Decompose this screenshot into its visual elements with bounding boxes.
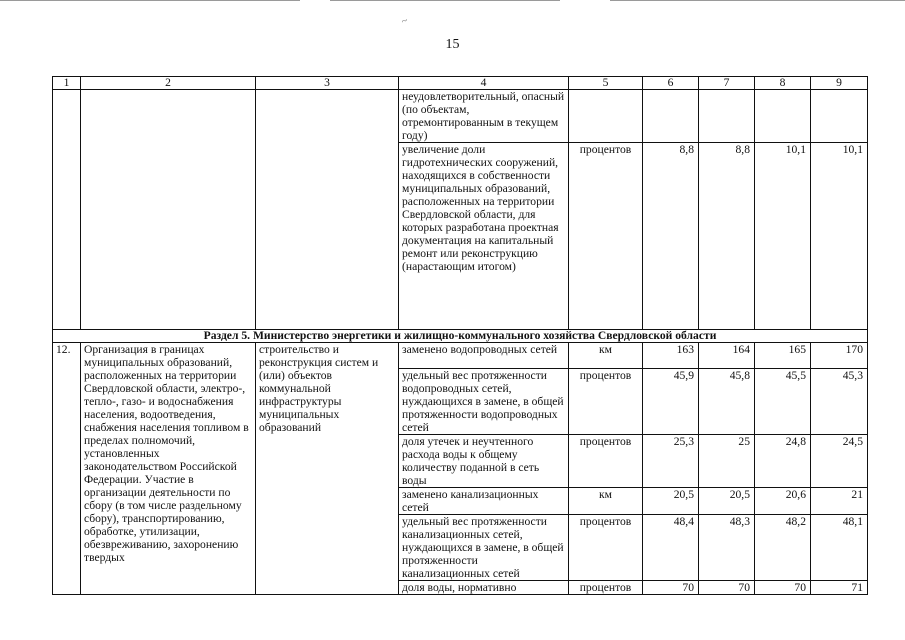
- value-cell: 20,5: [699, 488, 755, 515]
- task-cell: Организация в границах муниципальных образований, расположенных на территории Свердловской области, электро-, тепло-, газо- и водоснабжения населения, водоотведения, снабжения населения топливом в пределах полномочий, установленных законодательством Российской Федерации. Участие в организации деятельности по сбору (в том числе раздельному сбору), транспортированию, обработке, утилизации, обезвреживанию, захоронению твердых: [81, 343, 256, 595]
- value-cell: 70: [699, 581, 755, 595]
- value-cell: 48,3: [699, 515, 755, 581]
- scan-mark: ~: [400, 15, 410, 28]
- value-cell: [699, 90, 755, 143]
- header-cell: 5: [569, 77, 643, 90]
- unit-cell: км: [569, 343, 643, 369]
- value-cell: 70: [755, 581, 811, 595]
- value-cell: 45,9: [643, 369, 699, 435]
- indicator-cell: удельный вес протяженности водопроводных сетей, нуждающихся в замене, в общей протяженности водопроводных сетей: [399, 369, 569, 435]
- value-cell: 45,3: [811, 369, 868, 435]
- header-cell: 4: [399, 77, 569, 90]
- value-cell: [755, 90, 811, 143]
- header-cell: 8: [755, 77, 811, 90]
- scan-edge-top-mid: [330, 0, 560, 1]
- unit-cell: процентов: [569, 143, 643, 330]
- value-cell: 48,1: [811, 515, 868, 581]
- header-cell: 2: [81, 77, 256, 90]
- indicator-cell: неудовлетворительный, опасный (по объектам, отремонтированным в текущем году): [399, 90, 569, 143]
- unit-cell: км: [569, 488, 643, 515]
- table-row: [53, 343, 868, 369]
- value-cell: [643, 90, 699, 143]
- value-cell: 8,8: [699, 143, 755, 330]
- indicators-table: [52, 76, 868, 595]
- section-row: [53, 330, 868, 343]
- indicator-cell: заменено канализационных сетей: [399, 488, 569, 515]
- unit-cell: процентов: [569, 435, 643, 488]
- row-number-cell: [53, 90, 81, 330]
- unit-cell: процентов: [569, 515, 643, 581]
- header-cell: 9: [811, 77, 868, 90]
- page-number: 15: [445, 37, 460, 52]
- header-cell: 3: [256, 77, 399, 90]
- value-cell: 24,5: [811, 435, 868, 488]
- value-cell: 24,8: [755, 435, 811, 488]
- scan-edge-top-left: [0, 0, 300, 1]
- value-cell: 25,3: [643, 435, 699, 488]
- row-number-cell: 12.: [53, 343, 81, 595]
- value-cell: 8,8: [643, 143, 699, 330]
- value-cell: 71: [811, 581, 868, 595]
- value-cell: 45,5: [755, 369, 811, 435]
- value-cell: 163: [643, 343, 699, 369]
- value-cell: 45,8: [699, 369, 755, 435]
- indicator-cell: увеличение доли гидротехнических сооружений, находящихся в собственности муниципальных образований, расположенных на территории Свердловской области, для которых разработана проектная документация на капитальный ремонт или реконструкцию (нарастающим итогом): [399, 143, 569, 330]
- value-cell: 20,5: [643, 488, 699, 515]
- scan-edge-top-right: [610, 0, 905, 1]
- value-cell: 165: [755, 343, 811, 369]
- indicator-cell: удельный вес протяженности канализационных сетей, нуждающихся в замене, в общей протяженности канализационных сетей: [399, 515, 569, 581]
- header-cell: 6: [643, 77, 699, 90]
- indicator-cell: доля утечек и неучтенного расхода воды к общему количеству поданной в сеть воды: [399, 435, 569, 488]
- value-cell: 21: [811, 488, 868, 515]
- value-cell: 48,2: [755, 515, 811, 581]
- header-cell: 1: [53, 77, 81, 90]
- value-cell: 164: [699, 343, 755, 369]
- unit-cell: [569, 90, 643, 143]
- event-cell: [256, 90, 399, 330]
- task-cell: [81, 90, 256, 330]
- value-cell: [811, 90, 868, 143]
- event-cell: строительство и реконструкция систем и (или) объектов коммунальной инфраструктуры муниципальных образований: [256, 343, 399, 595]
- value-cell: 70: [643, 581, 699, 595]
- table-header-row: [53, 77, 868, 90]
- value-cell: 48,4: [643, 515, 699, 581]
- unit-cell: процентов: [569, 581, 643, 595]
- header-cell: 7: [699, 77, 755, 90]
- section-title: Раздел 5. Министерство энергетики и жилищно-коммунального хозяйства Свердловской области: [53, 330, 868, 343]
- value-cell: 10,1: [811, 143, 868, 330]
- indicator-cell: доля воды, нормативно: [399, 581, 569, 595]
- value-cell: 25: [699, 435, 755, 488]
- value-cell: 10,1: [755, 143, 811, 330]
- indicator-cell: заменено водопроводных сетей: [399, 343, 569, 369]
- value-cell: 170: [811, 343, 868, 369]
- table-row: [53, 90, 868, 143]
- unit-cell: процентов: [569, 369, 643, 435]
- value-cell: 20,6: [755, 488, 811, 515]
